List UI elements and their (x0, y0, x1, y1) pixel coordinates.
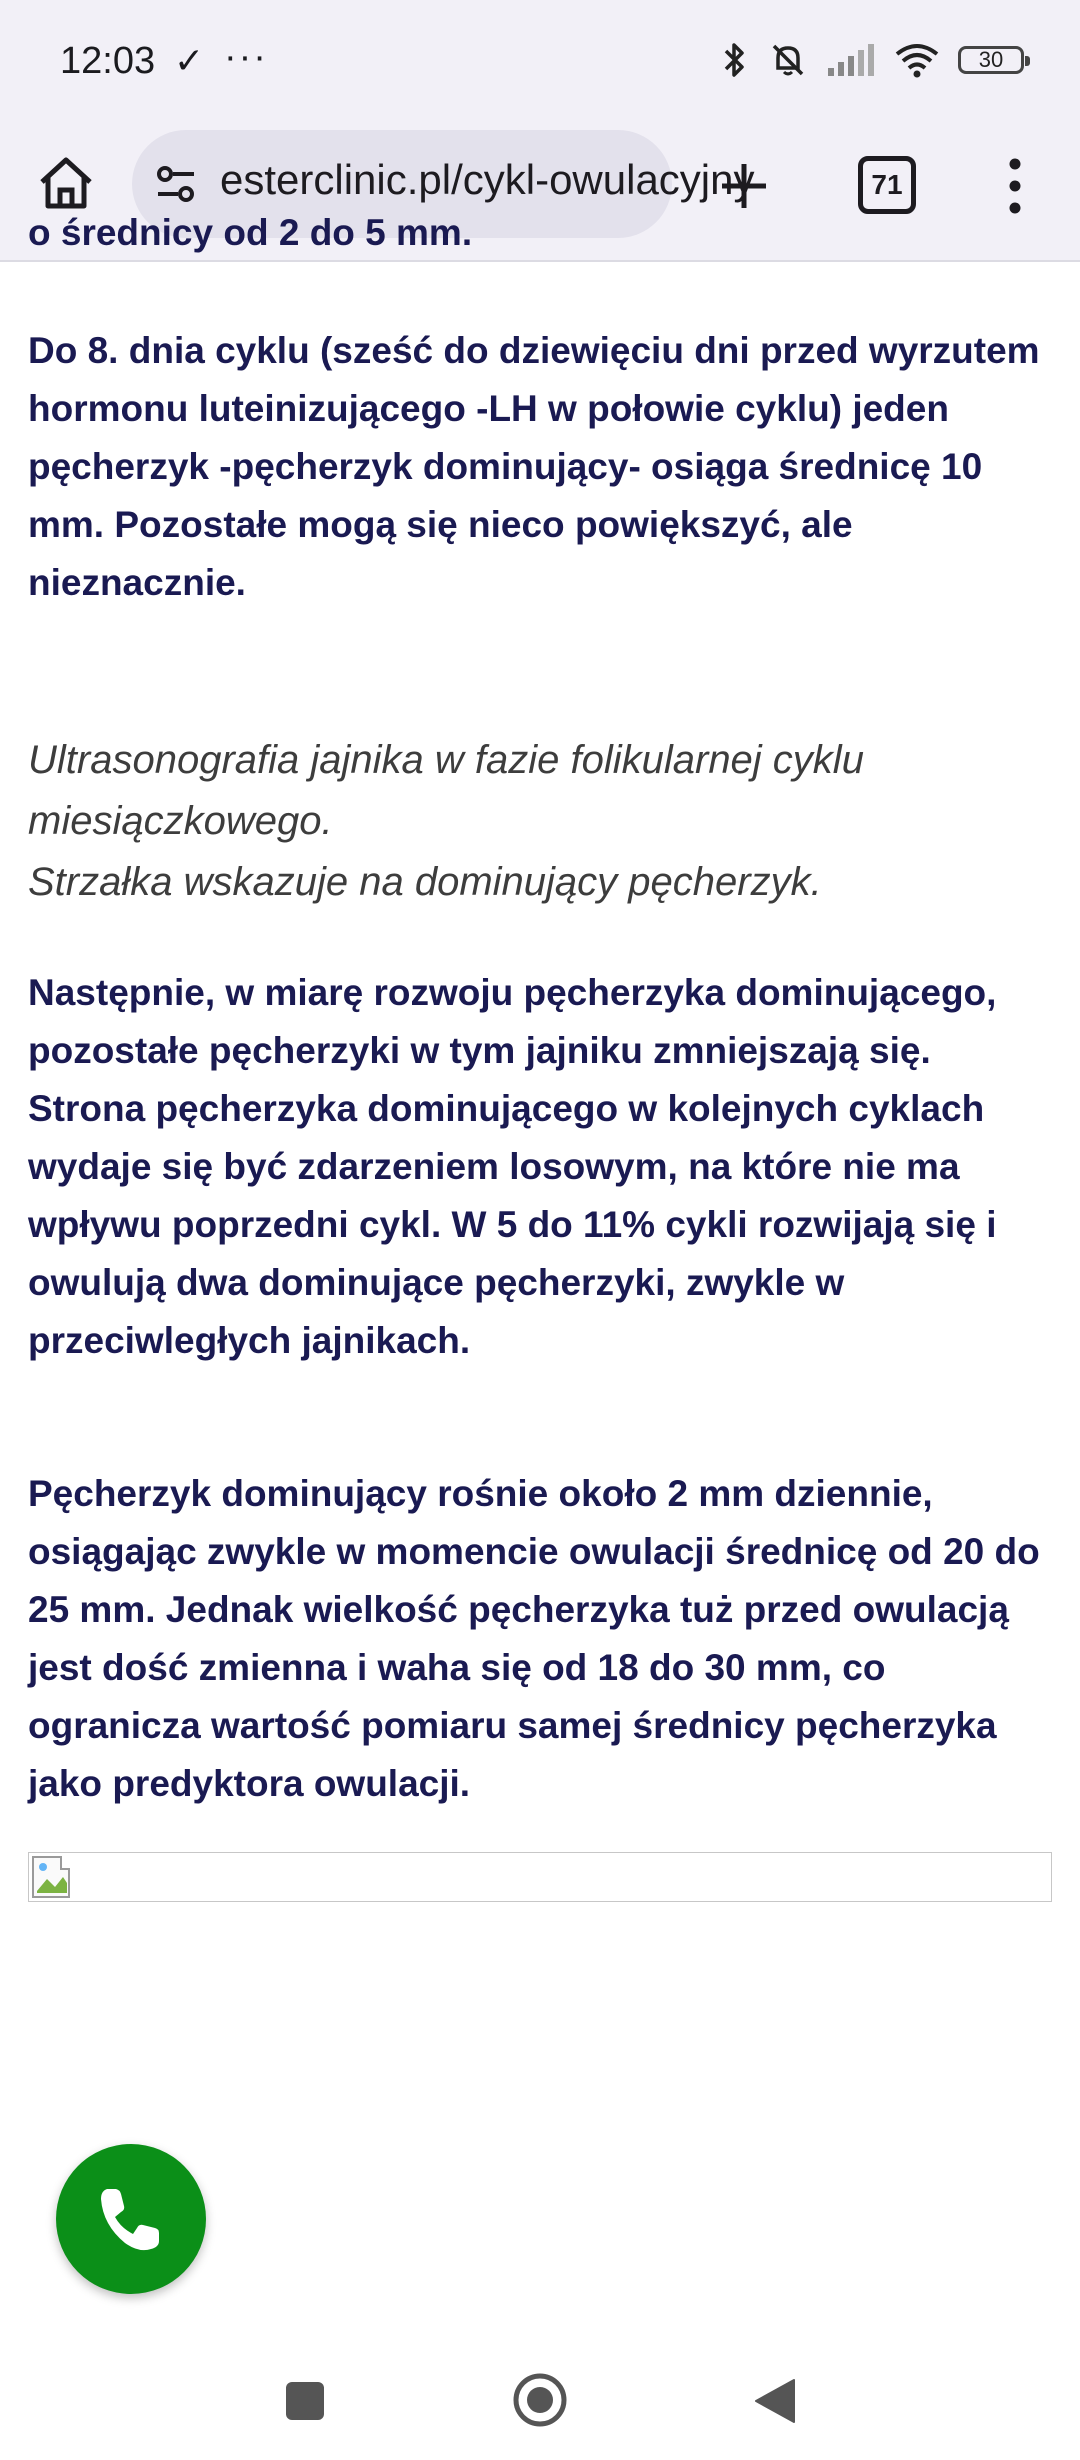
recents-icon[interactable] (286, 2382, 324, 2420)
status-icons (720, 40, 1024, 80)
silent-bell-icon (768, 40, 808, 80)
status-bar (0, 0, 1080, 130)
nav-home-icon[interactable] (512, 2372, 568, 2428)
more-menu-icon[interactable] (1000, 154, 1030, 218)
wifi-icon (894, 42, 940, 78)
site-settings-icon[interactable] (154, 162, 198, 206)
caption-line-2: Strzałka wskazuje na dominujący pęcherzyk. (28, 860, 822, 904)
bluetooth-icon (720, 40, 750, 80)
battery-icon: 30 (958, 46, 1024, 74)
broken-image (28, 1852, 1052, 1902)
new-tab-icon[interactable] (716, 158, 772, 214)
home-icon[interactable] (34, 152, 98, 216)
call-button[interactable] (56, 2144, 206, 2294)
tab-switcher-button[interactable]: 71 (858, 156, 916, 214)
status-overflow: ··· (224, 36, 268, 78)
paragraph-1: Do 8. dnia cyklu (sześć do dziewięciu dni przed wyrzutem hormonu luteinizującego -LH w połowie cyklu) jeden pęcherzyk -pęcherzyk dominujący- osiąga średnicę 10 mm. Pozostałe mogą się nieco powiększyć, ale nieznacznie. (28, 330, 1040, 603)
check-icon: ✓ (174, 40, 205, 81)
back-icon[interactable] (752, 2376, 798, 2426)
signal-icon (826, 42, 876, 78)
clipped-text-line: o średnicy od 2 do 5 mm. (28, 212, 473, 253)
broken-image-icon (31, 1855, 77, 1899)
phone-icon (93, 2181, 169, 2257)
image-caption (28, 730, 1054, 913)
paragraph-3: Pęcherzyk dominujący rośnie około 2 mm dziennie, osiągając zwykle w momencie owulacji średnicę od 20 do 25 mm. Jednak wielkość pęcherzyka tuż przed owulacją jest dość zmienna i waha się od 18 do 30 mm, co ogranicza wartość pomiaru samej średnicy pęcherzyka jako predyktora owulacji. (28, 1473, 1040, 1804)
paragraph-2: Następnie, w miarę rozwoju pęcherzyka dominującego, pozostałe pęcherzyki w tym jajniku zmniejszają się. Strona pęcherzyka dominującego w kolejnych cyklach wydaje się być zdarzeniem losowym, na które nie ma wpływu poprzedni cykl. W 5 do 11% cykli rozwijają się i owulują dwa dominujące pęcherzyki, zwykle w przeciwległych jajnikach. (28, 972, 997, 1361)
url-text[interactable]: esterclinic.pl/cykl-owulacyjny (220, 156, 755, 203)
caption-line-1: Ultrasonografia jajnika w fazie folikularnej cyklu miesiączkowego. (28, 738, 864, 843)
status-time: 12:03 (60, 40, 156, 82)
system-nav-bar (0, 2340, 1080, 2460)
